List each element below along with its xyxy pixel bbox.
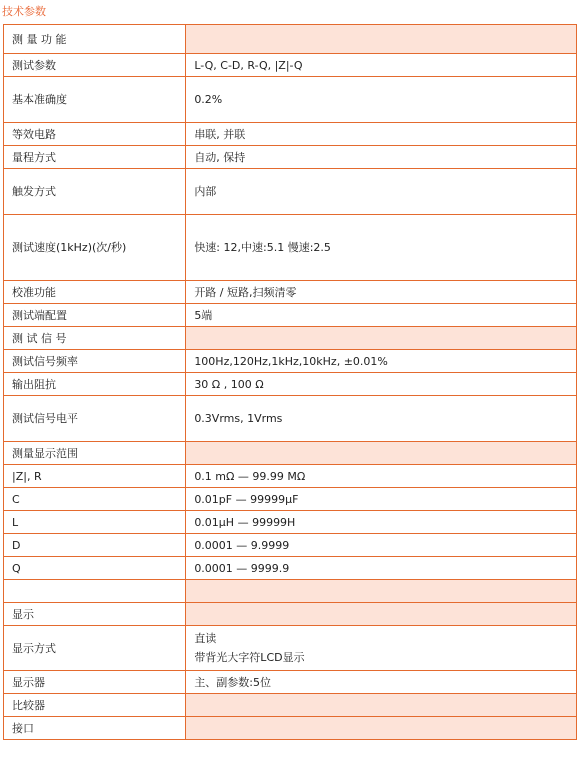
spec-row: [4, 350, 577, 373]
spec-row: [4, 123, 577, 146]
spec-label: 测量显示范围: [4, 442, 186, 465]
spec-row: [4, 671, 577, 694]
spec-row: [4, 442, 577, 465]
spec-row: [4, 511, 577, 534]
spec-label: 测试速度(1kHz)(次/秒): [4, 215, 186, 281]
spec-label: 显示: [4, 603, 186, 626]
spec-label: 显示方式: [4, 626, 186, 671]
spec-label: 测试端配置: [4, 304, 186, 327]
spec-row: [4, 77, 577, 123]
spec-row: [4, 694, 577, 717]
spec-row: [4, 304, 577, 327]
spec-label: Q: [4, 557, 186, 580]
spec-row: [4, 717, 577, 740]
spec-label: 测 试 信 号: [4, 327, 186, 350]
spec-row: [4, 626, 577, 671]
spec-value: [186, 442, 577, 465]
spec-label: 测试信号频率: [4, 350, 186, 373]
spec-label: D: [4, 534, 186, 557]
spec-value: 内部: [186, 169, 577, 215]
spec-label: [4, 580, 186, 603]
spec-row: [4, 215, 577, 281]
spec-label: 输出阻抗: [4, 373, 186, 396]
spec-row: [4, 465, 577, 488]
spec-label: 比较器: [4, 694, 186, 717]
spec-value: 0.1 mΩ — 99.99 MΩ: [186, 465, 577, 488]
spec-row: [4, 281, 577, 304]
spec-row: [4, 534, 577, 557]
spec-label: 等效电路: [4, 123, 186, 146]
spec-value: [186, 626, 577, 671]
spec-label: |Z|, R: [4, 465, 186, 488]
spec-value: [186, 717, 577, 740]
spec-table-body: [4, 25, 577, 740]
spec-label: 校准功能: [4, 281, 186, 304]
spec-label: 量程方式: [4, 146, 186, 169]
spec-row: [4, 327, 577, 350]
spec-value: 100Hz,120Hz,1kHz,10kHz, ±0.01%: [186, 350, 577, 373]
spec-value: [186, 580, 577, 603]
spec-value: [186, 25, 577, 54]
spec-label: 基本准确度: [4, 77, 186, 123]
spec-value: 0.01μH — 99999H: [186, 511, 577, 534]
spec-value: 0.0001 — 9.9999: [186, 534, 577, 557]
spec-value: [186, 327, 577, 350]
spec-row: [4, 396, 577, 442]
spec-row: [4, 488, 577, 511]
spec-value: 串联, 并联: [186, 123, 577, 146]
spec-value: 0.3Vrms, 1Vrms: [186, 396, 577, 442]
spec-value: 自动, 保持: [186, 146, 577, 169]
spec-value: [186, 694, 577, 717]
spec-label: 接口: [4, 717, 186, 740]
spec-value-line: 直读: [194, 632, 217, 645]
spec-value: [186, 603, 577, 626]
spec-row: [4, 603, 577, 626]
spec-value: 0.01pF — 99999μF: [186, 488, 577, 511]
spec-value: 0.2%: [186, 77, 577, 123]
spec-value: 开路 / 短路,扫频清零: [186, 281, 577, 304]
spec-label: 测试参数: [4, 54, 186, 77]
spec-label: 触发方式: [4, 169, 186, 215]
spec-row: [4, 169, 577, 215]
page-title: 技术参数: [2, 5, 46, 18]
spec-value: 5端: [186, 304, 577, 327]
spec-value-line: 带背光大字符LCD显示: [194, 651, 305, 664]
spec-row: [4, 580, 577, 603]
spec-label: 测试信号电平: [4, 396, 186, 442]
spec-value: 30 Ω , 100 Ω: [186, 373, 577, 396]
spec-label: L: [4, 511, 186, 534]
spec-value: 0.0001 — 9999.9: [186, 557, 577, 580]
spec-value: 快速: 12,中速:5.1 慢速:2.5: [186, 215, 577, 281]
spec-row: [4, 146, 577, 169]
spec-value: L-Q, C-D, R-Q, |Z|-Q: [186, 54, 577, 77]
spec-row: [4, 54, 577, 77]
spec-label: 测 量 功 能: [4, 25, 186, 54]
spec-row: [4, 25, 577, 54]
spec-value: 主、副参数:5位: [186, 671, 577, 694]
spec-label: C: [4, 488, 186, 511]
spec-table: [3, 24, 577, 740]
spec-label: 显示器: [4, 671, 186, 694]
spec-row: [4, 373, 577, 396]
spec-row: [4, 557, 577, 580]
